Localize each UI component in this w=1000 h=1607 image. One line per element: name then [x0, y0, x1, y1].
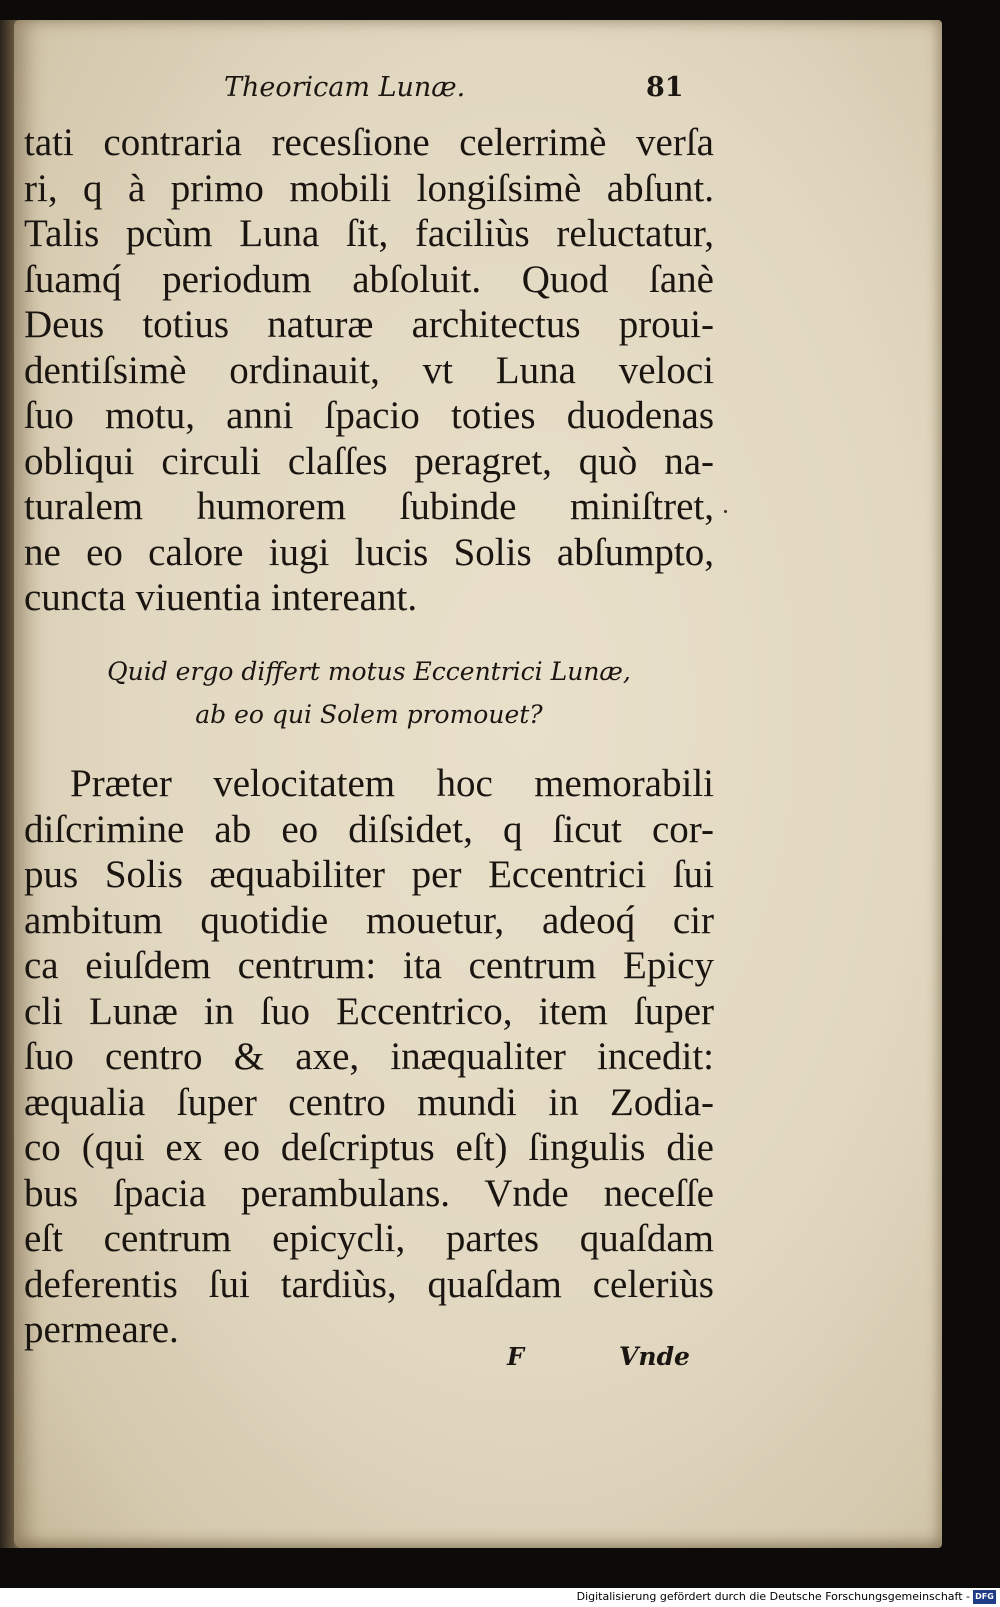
text-line: cli Lunæ in ſuo Eccentrico, item ſuper [24, 989, 714, 1033]
text-line: pus Solis æquabiliter per Eccentrici ſui [24, 853, 714, 896]
book-page [14, 20, 942, 1548]
text-line: deferentis ſui tardiùs, quaſdam celeriùs [24, 1262, 714, 1306]
text-line: ſuo motu, anni ſpacio toties duodenas [24, 394, 714, 437]
ink-speck [724, 510, 727, 513]
text-line: dentiſsimè ordinauit, vt Luna veloci [24, 348, 714, 392]
text-line: co (qui ex eo deſcriptus eſt) ſingulis die [24, 1126, 714, 1169]
answer-paragraph [24, 761, 714, 1353]
text-line: Deus totius naturæ architectus proui- [24, 303, 714, 346]
text-line: eſt centrum epicycli, partes quaſdam [24, 1217, 714, 1260]
text-line: ſuo centro & axe, inæqualiter incedit: [24, 1035, 714, 1078]
digitization-footer [0, 1588, 1000, 1607]
text-line: obliqui circuli claſſes peragret, quò na- [24, 439, 714, 483]
signature-mark: F [507, 1342, 525, 1371]
text-line: æqualia ſuper centro mundi in Zodia- [24, 1080, 714, 1124]
catchword: Vnde [619, 1342, 690, 1371]
text-line: bus ſpacia perambulans. Vnde neceſſe [24, 1171, 714, 1215]
text-line: ſuamq́ periodum abſoluit. Quod ſanè [24, 257, 714, 301]
dfg-logo: DFG [973, 1590, 996, 1604]
question-line: ab eo qui Solem promouet? [195, 700, 543, 729]
running-head [14, 72, 942, 112]
text-line: ca eiuſdem centrum: ita centrum Epicy [24, 944, 714, 987]
text-line: Talis pcùm Luna ſit, faciliùs reluctatur, [24, 212, 714, 255]
funding-credit: Digitalisierung gefördert durch die Deutsche Forschungsgemeinschaft - [576, 1590, 970, 1603]
text-line: ri, q à primo mobili longiſsimè abſunt. [24, 166, 714, 210]
text-line: tati contraria recesſione celerrimè verſa [24, 121, 714, 164]
running-title: Theoricam Lunæ. [224, 72, 466, 103]
text-line: diſcrimine ab eo diſsidet, q ſicut cor- [24, 807, 714, 851]
text-line: ambitum quotidie mouetur, adeoq́ cir [24, 898, 714, 942]
body-paragraph [24, 120, 714, 621]
text-line: turalem humorem ſubinde miniſtret, [24, 485, 714, 528]
question-heading [14, 650, 724, 736]
question-line: Quid ergo differt motus Eccentrici Lunæ, [107, 657, 631, 686]
text-line: cuncta viuentia intereant. [24, 576, 418, 619]
text-line: permeare. [24, 1308, 179, 1351]
text-line: ne eo calore iugi lucis Solis abſumpto, [24, 530, 714, 574]
page-number: 81 [646, 72, 684, 103]
text-line: Præter velocitatem hoc memorabili [70, 762, 714, 805]
